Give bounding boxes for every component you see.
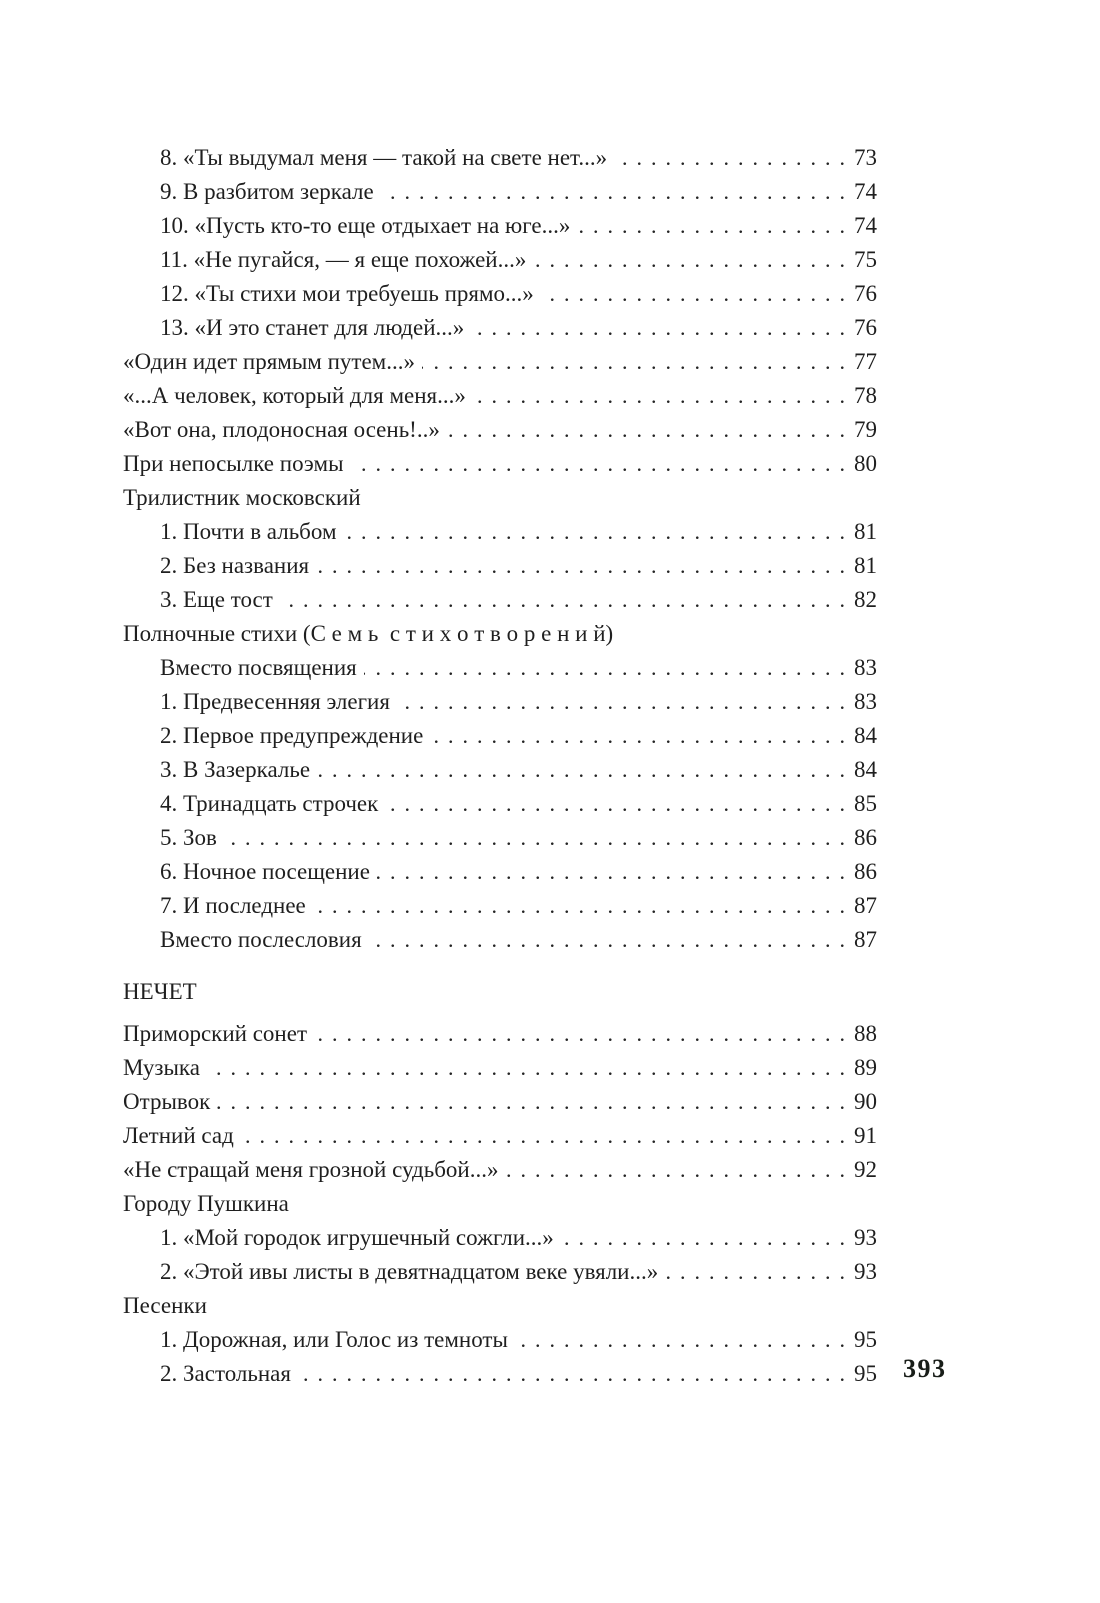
- toc-entry-page: 95: [854, 1361, 877, 1386]
- toc-entry: [123, 889, 877, 923]
- toc-entry: [123, 277, 877, 311]
- toc-entry: [123, 447, 877, 481]
- toc-entry-title: «Вот она, плодоносная осень!..»: [123, 417, 440, 442]
- toc-entry: [123, 481, 877, 515]
- toc-entry-page: 75: [854, 247, 877, 272]
- toc-entry-page: 84: [854, 757, 877, 782]
- toc-entry-title: 12. «Ты стихи мои требуешь прямо...»: [160, 281, 534, 306]
- dot-leader: [351, 447, 854, 481]
- toc-entry: [123, 1323, 877, 1357]
- toc-entry: [123, 651, 877, 685]
- toc-entry: [123, 1357, 877, 1391]
- toc-entry-page: 81: [854, 553, 877, 578]
- dot-leader: [577, 209, 854, 243]
- toc-entry-title: 7. И последнее: [160, 893, 306, 918]
- toc-entry: [123, 583, 877, 617]
- toc-entry-title: Городу Пушкина: [123, 1191, 289, 1216]
- toc-entry: [123, 855, 877, 889]
- book-page-number: 393: [903, 1354, 947, 1383]
- toc-entry-title: 2. Застольная: [160, 1361, 291, 1386]
- dot-leader: [561, 1221, 854, 1255]
- dot-leader: [473, 379, 854, 413]
- toc-entry: [123, 787, 877, 821]
- toc-entry-title: 8. «Ты выдумал меня — такой на свете нет...»: [160, 145, 608, 170]
- toc-entry: [123, 175, 877, 209]
- toc-entry: [123, 923, 877, 957]
- dot-leader: [397, 685, 854, 719]
- dot-leader: [447, 413, 854, 447]
- toc-entry-page: 76: [854, 315, 877, 340]
- dot-leader: [533, 243, 854, 277]
- toc-entry-title: Летний сад: [123, 1123, 234, 1148]
- dot-leader: [430, 719, 854, 753]
- toc-entry-title: Приморский сонет: [123, 1021, 307, 1046]
- toc-entry-title: 1. Предвесенняя элегия: [160, 689, 390, 714]
- dot-leader: [314, 1017, 854, 1051]
- dot-leader: [224, 821, 854, 855]
- toc-entry: [123, 1153, 877, 1187]
- toc-entry-page: 93: [854, 1259, 877, 1284]
- toc-entry-page: 86: [854, 825, 877, 850]
- toc-entry-page: 74: [854, 179, 877, 204]
- toc-entry-page: 82: [854, 587, 877, 612]
- toc-entry: [123, 821, 877, 855]
- dot-leader: [217, 1085, 854, 1119]
- toc-entry-page: 85: [854, 791, 877, 816]
- toc-entry: [123, 685, 877, 719]
- toc-entry-title: 5. Зов: [160, 825, 217, 850]
- toc-entry-title: 13. «И это станет для людей...»: [160, 315, 465, 340]
- toc-entry-page: 93: [854, 1225, 877, 1250]
- toc-entry-title: 3. Еще тост: [160, 587, 273, 612]
- toc-entry-page: 77: [854, 349, 877, 374]
- toc-entry-title: Полночные стихи (С е м ь с т и х о т в о р е н и й): [123, 621, 614, 646]
- toc-entry-title: 6. Ночное посещение: [160, 859, 370, 884]
- toc-entry: [123, 617, 877, 651]
- dot-leader: [364, 651, 854, 685]
- dot-leader: [665, 1255, 854, 1289]
- dot-leader: [471, 311, 854, 345]
- toc-entry: [123, 209, 877, 243]
- toc-entry-page: 79: [854, 417, 877, 442]
- toc-entry-title: Трилистник московский: [123, 485, 361, 510]
- toc-entry: [123, 1119, 877, 1153]
- toc-entry-title: 11. «Не пугайся, — я еще похожей...»: [160, 247, 527, 272]
- toc-entry-page: 95: [854, 1327, 877, 1352]
- toc-entry-title: Музыка: [123, 1055, 200, 1080]
- toc-entry-page: 83: [854, 655, 877, 680]
- toc-list: [123, 141, 877, 1391]
- dot-leader: [207, 1051, 854, 1085]
- toc-entry-title: 9. В разбитом зеркале: [160, 179, 374, 204]
- toc-entry: [123, 311, 877, 345]
- toc-entry: [123, 1085, 877, 1119]
- toc-entry: [123, 975, 877, 1009]
- toc-entry-title: Отрывок: [123, 1089, 211, 1114]
- toc-entry-page: 81: [854, 519, 877, 544]
- dot-leader: [280, 583, 854, 617]
- toc-entry-page: 76: [854, 281, 877, 306]
- dot-leader: [298, 1357, 854, 1391]
- dot-leader: [614, 141, 854, 175]
- dot-leader: [313, 889, 854, 923]
- dot-leader: [385, 787, 854, 821]
- toc-entry: [123, 1221, 877, 1255]
- toc-entry: [123, 1051, 877, 1085]
- toc-entry: [123, 345, 877, 379]
- toc-entry-page: 78: [854, 383, 877, 408]
- toc-entry-page: 89: [854, 1055, 877, 1080]
- dot-leader: [541, 277, 854, 311]
- toc-entry-page: 87: [854, 927, 877, 952]
- toc-entry: [123, 1017, 877, 1051]
- toc-entry-title: 2. «Этой ивы листы в девятнадцатом веке увяли...»: [160, 1259, 659, 1284]
- toc-entry: [123, 549, 877, 583]
- toc-entry: [123, 413, 877, 447]
- toc-entry-title: Вместо послесловия: [160, 927, 362, 952]
- toc-entry-title: Вместо посвящения: [160, 655, 357, 680]
- toc-entry: [123, 141, 877, 175]
- toc-entry-title: 1. «Мой городок игрушечный сожгли...»: [160, 1225, 554, 1250]
- dot-leader: [316, 549, 854, 583]
- dot-leader: [515, 1323, 854, 1357]
- dot-leader: [381, 175, 854, 209]
- dot-leader: [422, 345, 854, 379]
- toc-entry-title: 4. Тринадцать строчек: [160, 791, 379, 816]
- toc-entry-title: 2. Первое предупреждение: [160, 723, 424, 748]
- toc-entry-page: 83: [854, 689, 877, 714]
- dot-leader: [344, 515, 855, 549]
- toc-entry-title: Песенки: [123, 1293, 207, 1318]
- dot-leader: [377, 855, 854, 889]
- toc-entry-page: 73: [854, 145, 877, 170]
- table-of-contents: [123, 141, 877, 1391]
- toc-entry-title: «Один идет прямым путем...»: [123, 349, 415, 374]
- toc-entry: [123, 1187, 877, 1221]
- toc-entry-title: 1. Дорожная, или Голос из темноты: [160, 1327, 508, 1352]
- toc-entry-page: 91: [854, 1123, 877, 1148]
- toc-entry: [123, 719, 877, 753]
- toc-entry-page: 84: [854, 723, 877, 748]
- toc-entry: [123, 515, 877, 549]
- toc-entry: [123, 379, 877, 413]
- toc-entry-title: При непосылке поэмы: [123, 451, 344, 476]
- toc-entry-title: 2. Без названия: [160, 553, 310, 578]
- dot-leader: [369, 923, 854, 957]
- toc-entry-page: 92: [854, 1157, 877, 1182]
- dot-leader: [506, 1153, 855, 1187]
- toc-entry-page: 74: [854, 213, 877, 238]
- toc-entry: [123, 1255, 877, 1289]
- toc-entry-title: 1. Почти в альбом: [160, 519, 337, 544]
- toc-entry-title: «...А человек, который для меня...»: [123, 383, 466, 408]
- toc-entry-page: 86: [854, 859, 877, 884]
- toc-entry: [123, 753, 877, 787]
- toc-entry-title: 3. В Зазеркалье: [160, 757, 311, 782]
- toc-entry-page: 90: [854, 1089, 877, 1114]
- toc-entry-title: 10. «Пусть кто-то еще отдыхает на юге...»: [160, 213, 571, 238]
- dot-leader: [241, 1119, 854, 1153]
- toc-entry-page: 87: [854, 893, 877, 918]
- toc-entry-page: 88: [854, 1021, 877, 1046]
- toc-entry: [123, 1289, 877, 1323]
- toc-entry: [123, 243, 877, 277]
- toc-entry-title: НЕЧЕТ: [123, 979, 197, 1004]
- dot-leader: [317, 753, 854, 787]
- toc-entry-page: 80: [854, 451, 877, 476]
- toc-entry-title: «Не стращай меня грозной судьбой...»: [123, 1157, 499, 1182]
